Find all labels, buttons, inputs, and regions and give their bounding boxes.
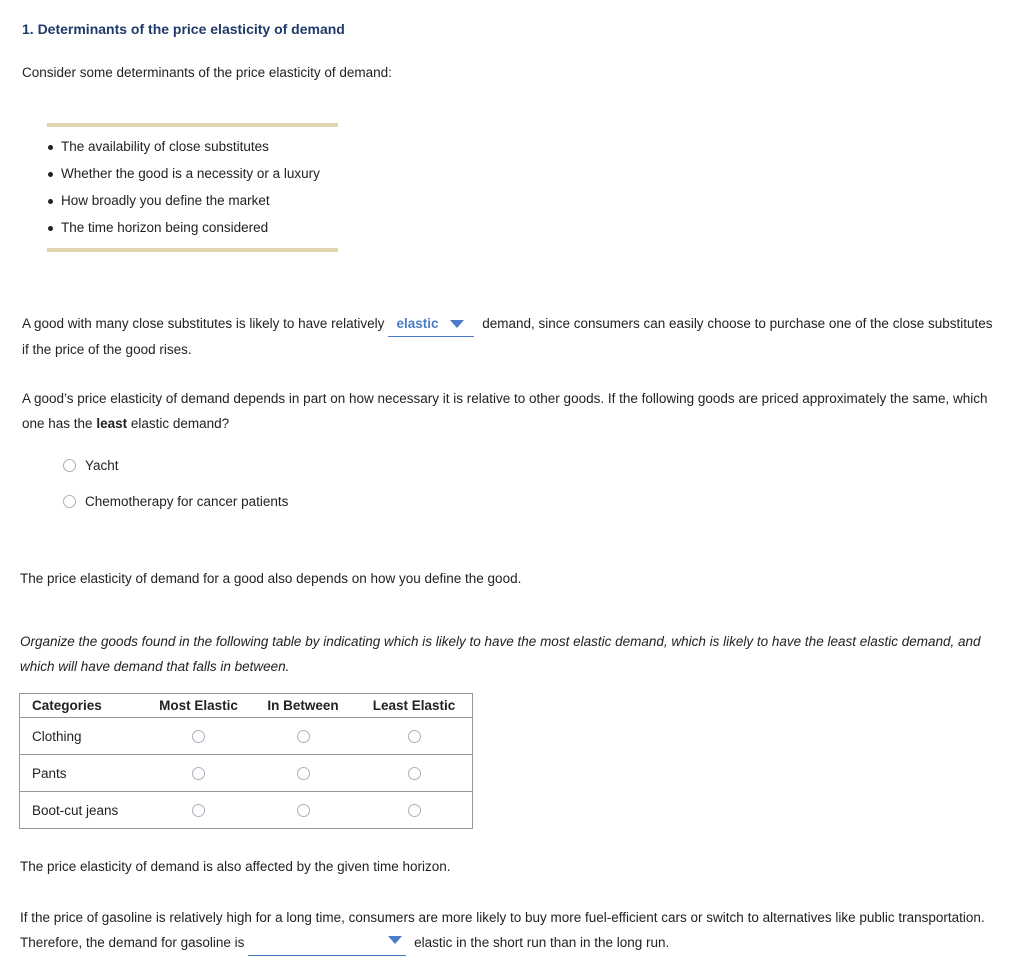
determinants-list	[47, 138, 320, 246]
header-categories: Categories	[20, 694, 148, 718]
radio-in-between[interactable]	[297, 730, 310, 743]
substitutes-question	[22, 311, 997, 362]
radio-most-elastic[interactable]	[192, 804, 205, 817]
radio-in-between[interactable]	[297, 767, 310, 780]
row-label: Pants	[20, 755, 148, 792]
radio-least-elastic[interactable]	[408, 767, 421, 780]
elasticity-table	[19, 693, 473, 829]
caret-down-icon	[450, 320, 464, 328]
header-least-elastic: Least Elastic	[356, 694, 473, 718]
radio-least-elastic[interactable]	[408, 804, 421, 817]
define-text: The price elasticity of demand for a good also depends on how you define the good.	[20, 571, 522, 586]
radio-most-elastic[interactable]	[192, 730, 205, 743]
organize-instructions: Organize the goods found in the following table by indicating which is likely to have the most elastic demand, which is likely to have the least elastic demand, and which will have demand that falls in between.	[20, 634, 981, 674]
list-item: How broadly you define the market	[47, 192, 320, 219]
radio-button[interactable]	[63, 459, 76, 472]
table-row	[20, 718, 473, 755]
list-item: The time horizon being considered	[47, 219, 320, 246]
gasoline-question	[20, 905, 1000, 956]
radio-least-elastic[interactable]	[408, 730, 421, 743]
elasticity-dropdown-2[interactable]	[248, 930, 406, 956]
row-label: Boot-cut jeans	[20, 792, 148, 829]
q2-before: A good’s price elasticity of demand depends in part on how necessary it is relative to other goods. If the following goods are priced approximately the same, which one has the	[22, 391, 988, 431]
q3-before: If the price of gasoline is relatively high for a long time, consumers are more likely to buy more fuel-efficient cars or switch to alternatives like public transportation. Therefore, the demand for gasoline is	[20, 910, 985, 950]
row-label: Clothing	[20, 718, 148, 755]
q1-after: demand, since consumers can easily choose to purchase one of the close substitutes if the price of the good rises.	[22, 316, 993, 357]
list-item: The availability of close substitutes	[47, 138, 320, 165]
header-most-elastic: Most Elastic	[147, 694, 250, 718]
list-item: Whether the good is a necessity or a luxury	[47, 165, 320, 192]
question-title: 1. Determinants of the price elasticity of demand	[22, 21, 345, 37]
q1-before: A good with many close substitutes is likely to have relatively	[22, 316, 385, 331]
radio-in-between[interactable]	[297, 804, 310, 817]
option-label: Chemotherapy for cancer patients	[85, 494, 289, 509]
necessity-question	[22, 386, 997, 436]
intro-text: Consider some determinants of the price elasticity of demand:	[22, 65, 392, 80]
table-row	[20, 755, 473, 792]
option-label: Yacht	[85, 458, 119, 473]
elasticity-dropdown-1[interactable]	[388, 311, 474, 337]
q3-after: elastic in the short run than in the long run.	[414, 935, 670, 950]
list-top-rule	[47, 123, 338, 127]
dropdown-value: elastic	[396, 316, 439, 331]
caret-down-icon	[388, 936, 402, 944]
list-bottom-rule	[47, 248, 338, 252]
table-header-row	[20, 694, 473, 718]
option-chemotherapy[interactable]	[63, 494, 288, 509]
header-in-between: In Between	[250, 694, 356, 718]
radio-button[interactable]	[63, 495, 76, 508]
q2-bold: least	[96, 416, 128, 431]
dropdown-value	[248, 935, 262, 950]
time-horizon-text: The price elasticity of demand is also affected by the given time horizon.	[20, 859, 451, 874]
radio-most-elastic[interactable]	[192, 767, 205, 780]
q2-after: elastic demand?	[130, 416, 230, 431]
table-row	[20, 792, 473, 829]
option-yacht[interactable]	[63, 458, 119, 473]
